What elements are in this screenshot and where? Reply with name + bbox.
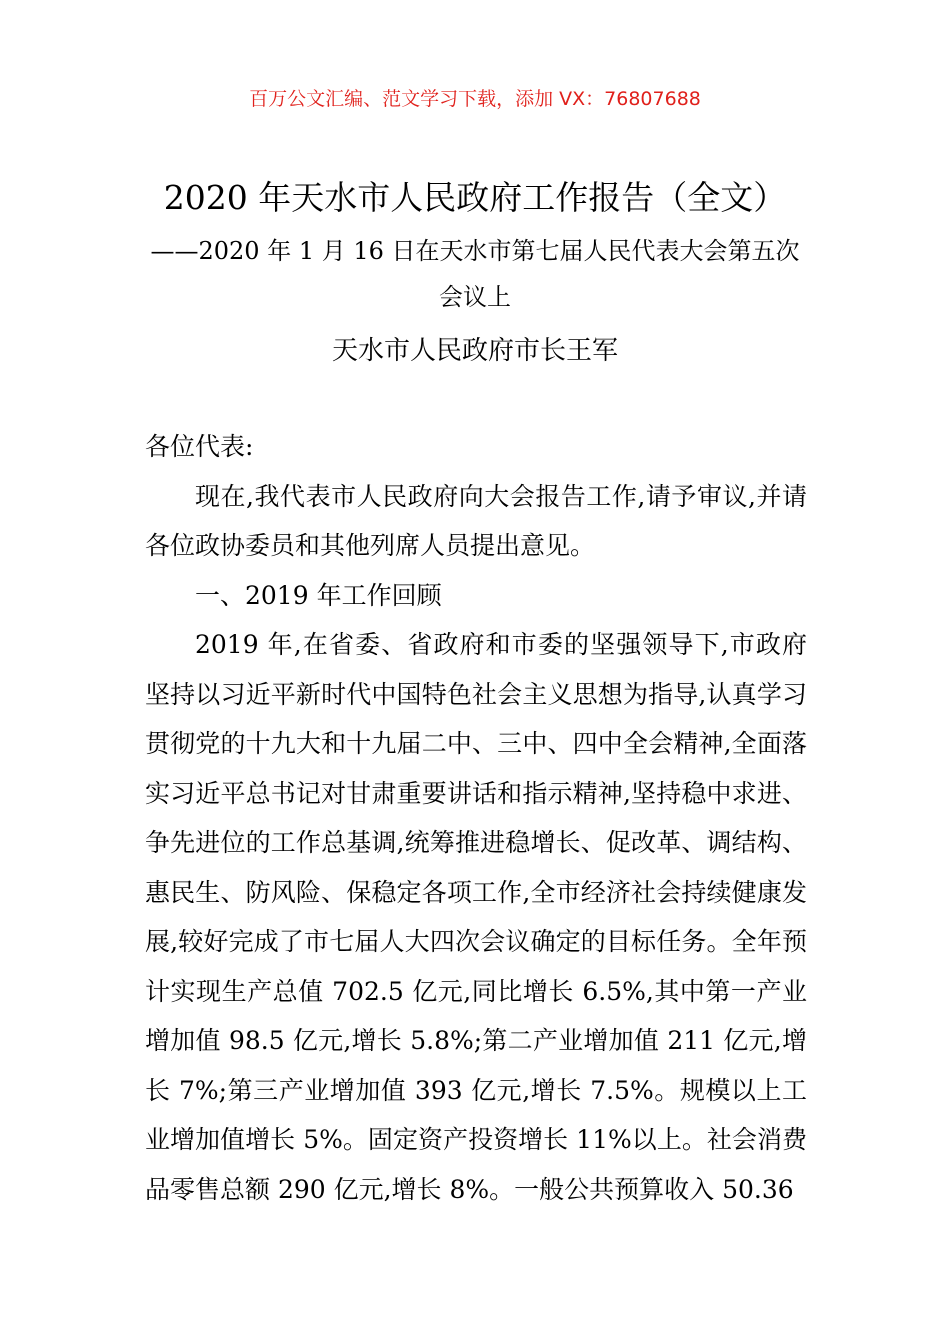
section-heading: 一、2019 年工作回顾 bbox=[195, 580, 442, 610]
report-subtitle: ——2020 年 1 月 16 日在天水市第七届人民代表大会第五次会议上 bbox=[150, 237, 800, 311]
report-title: 2020 年天水市人民政府工作报告（全文） bbox=[163, 178, 787, 217]
report-body bbox=[145, 422, 807, 1214]
salutation: 各位代表: bbox=[145, 432, 254, 461]
body-paragraph: 2019 年,在省委、省政府和市委的坚强领导下,市政府坚持以习近平新时代中国特色社会主义思想为指导,认真学习贯彻党的十九大和十九届二中、三中、四中全会精神,全面落实习近平总书记对甘肃重要讲话和指示精神,坚持稳中求进、争先进位的工作总基调,统筹推进稳增长、促改革、调结构、惠民生、防风险、保稳定各项工作,全市经济社会持续健康发展,较好完成了市七届人大四次会议确定的目标任务。全年预计实现生产总值 702.5 亿元,同比增长 6.5%,其中第一产业增加值 98.5 亿元,增长 5.8%;第二产业增加值 211 亿元,增长 7%;第三产业增加值 393 亿元,增长 7.5%。规模以上工业增加值增长 5%。固定资产投资增长 11%以上。社会消费品零售总额 290 亿元,增长 8%。一般公共预算收入 50.36 bbox=[145, 630, 807, 1204]
intro-paragraph: 现在,我代表市人民政府向大会报告工作,请予审议,并请各位政协委员和其他列席人员提出意见。 bbox=[145, 481, 807, 560]
report-author: 天水市人民政府市长王军 bbox=[331, 336, 618, 366]
promo-banner: 百万公文汇编、范文学习下载，添加 VX：76807688 bbox=[249, 88, 701, 110]
